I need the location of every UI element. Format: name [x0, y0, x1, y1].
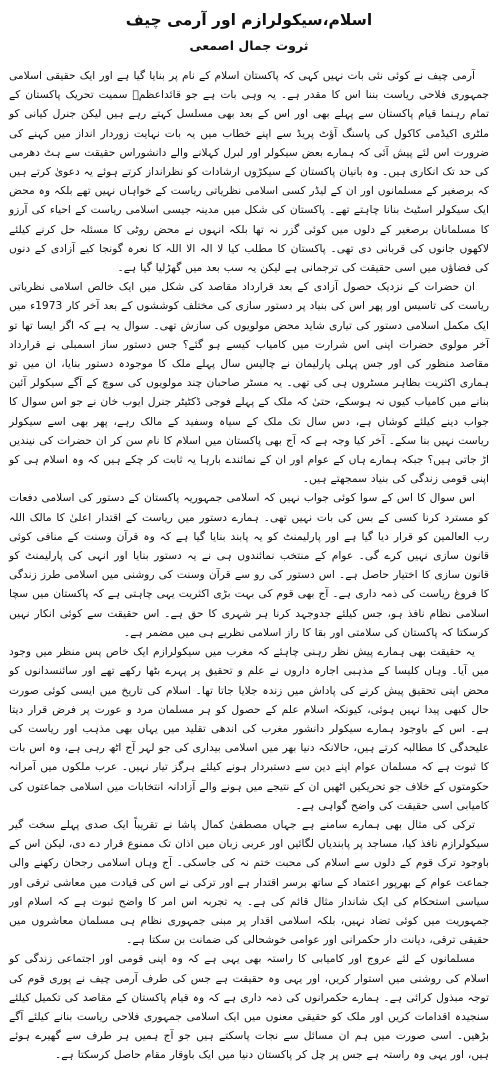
article-paragraph-1: آرمی چیف نے کوئی نئی بات نہیں کہی کہ پاکستان اسلام کے نام پر بنایا گیا ہے اور ایک حقیقی اسلامی جمہوری فلاحی ریاست بننا اس کا مقدر ہے۔ یہ وہی بات ہے جو قائداعظمؒ سمیت تحریک پاکستان کے تمام رہنما قیام پاکستان سے پہلے بھی اور اس کے بعد بھی مسلسل کہتے رہے ہیں لیکن جنرل کیانی کو ملٹری اکیڈمی کاکول کی پاسنگ آؤٹ پریڈ سے اپنے خطاب میں یہ بات نہایت زوردار انداز میں کہنے کی ضرورت اس لئے پیش آئی کہ ہمارے بعض سیکولر اور لبرل کہلانے والے دانشوراس حقیقت سے ہٹ دھرمی کی حد تک انکاری ہیں۔ وہ بانیان پاکستان کے سیکڑوں ارشادات کو نظرانداز کرتے ہوئے یہ دعویٰ کرتے ہیں کہ برصغیر کے مسلمانوں اور ان کے لیڈر کسی اسلامی نظریاتی ریاست کے خواہاں نہیں تھے بلکہ وہ محض ایک سیکولر اسٹیٹ بنانا چاہتے تھے۔ پاکستان کی شکل میں مدینہ جیسی اسلامی ریاست کے احیاء کی آرزو کا مسلمانان برصغیر کے دلوں میں کوئی گزر نہ تھا بلکہ انہوں نے محض روٹی کا مسئلہ حل کرنے کیلئے لاکھوں جانوں کی قربانی دی تھی۔ پاکستان کا مطلب کیا لا الہ الا اللہ کا نعرہ گونجا کیے آزادی کے دنوں کی فضاؤں میں اسی حقیقت کی ترجمانی ہے لیکن یہ سب بعد میں گھڑلیا گیا ہے۔	[9, 69, 489, 275]
article-headline: اسلام،سیکولرازم اور آرمی چیف	[125, 11, 373, 29]
article-paragraph-6: مسلمانوں کے لئے عروج اور کامیابی کا راستہ بھی یہی ہے کہ وہ اپنی قومی اور اجتماعی زندگی کو اسلام کی روشنی میں استوار کریں، اور یہی وہ حقیقت ہے جس کی طرف آرمی چیف نے پوری قوم کی توجہ مبذول کرائی ہے۔ ہمارے حکمرانوں کی ذمہ داری ہے کہ وہ قیام پاکستان کے مقاصد کی تکمیل کیلئے سنجیدہ اقدامات کریں اور ملک کو حقیقی معنوں میں ایک اسلامی جمہوری فلاحی ریاست بنانے کیلئے آگے بڑھیں۔ اسی صورت میں ہم ان مسائل سے نجات پاسکتے ہیں جو آج ہمیں ہر طرف سے گھیرے ہوئے ہیں، اور یہی وہ راستہ ہے جس پر چل کر پاکستان دنیا میں ایک باوقار مقام حاصل کرسکتا ہے۔	[9, 952, 489, 1062]
article-paragraph-5: ترکی کی مثال بھی ہمارے سامنے ہے جہاں مصطفیٰ کمال پاشا نے تقریباً ایک صدی پہلے سخت گیر سیکولرازم نافذ کیا، مساجد پر پابندیاں لگائیں اور عربی زبان میں اذان تک ممنوع قرار دے دی، لیکن اس کے باوجود ترک قوم کے دلوں سے اسلام کی محبت ختم نہ کی جاسکی۔ آج وہاں اسلامی رجحان رکھنے والی جماعت عوام کے بھرپور اعتماد کے ساتھ برسر اقتدار ہے اور ترکی نے اس کی قیادت میں معاشی ترقی اور سیاسی استحکام کی ایک شاندار مثال قائم کی ہے۔ یہ تجربہ اس امر کا واضح ثبوت ہے کہ اسلام اور جمہوریت میں کوئی تضاد نہیں، بلکہ اسلامی اقدار پر مبنی جمہوری نظام ہی مسلمان معاشروں میں حقیقی ترقی، دیانت دار حکمرانی اور عوامی خوشحالی کی ضمانت بن سکتا ہے۔	[9, 817, 489, 947]
article-paragraph-2: ان حضرات کے نزدیک حصول آزادی کے بعد قرارداد مقاصد کی شکل میں ایک خالص اسلامی نظریاتی ریاست کی تاسیس اور پھر اس کی بنیاد پر دستور سازی کی مختلف کوششوں کے بعد آخر کار 1973ء میں ایک مکمل اسلامی دستور کی تیاری شاید محض مولویوں کی سازش تھی۔ سوال یہ ہے کہ اگر ایسا تھا تو آخر مولوی حضرات اپنی اس شرارت میں کامیاب کیسے ہو گئے؟ جس دستور ساز اسمبلی نے قرارداد مقاصد منظور کی اور جس پہلی پارلیمان نے چالیس سال پہلے ملک کا موجودہ دستور بنایا، ان میں تو ہماری اکثریت بظاہر مسٹروں ہی کی تھی۔ یہ مسٹر صاحبان چند مولویوں کی سوچ کے آگے سیکولر آئین بنانے میں کامیاب کیوں نہ ہوسکے، حتیٰ کہ ملک کے پہلے فوجی ڈکٹیٹر جنرل ایوب خان نے جو اس سوال کا جواب دینے کیلئے کوشاں ہے، دس سال تک ملک کے سیاہ وسفید کے مالک رہے، پھر بھی اسے سیکولر ریاست نہیں بنا سکے۔ آخر کیا وجہ ہے کہ آج بھی پاکستان میں اسلام کا نام سن کر ان حضرات کی نیندیں اڑ جاتی ہیں؟ جبکہ ہمارے ہاں کے عوام اور ان کے نمائندے بارہا یہ ثابت کر چکے ہیں کہ وہ اسلام ہی کو اپنی قومی زندگی کی بنیاد سمجھتے ہیں۔	[9, 280, 490, 486]
article-body	[9, 66, 489, 1065]
article-paragraph-4: یہ حقیقت بھی ہمارے پیش نظر رہنی چاہئے کہ مغرب میں سیکولرازم ایک خاص پس منظر میں وجود میں آیا۔ وہاں کلیسا کے مذہبی اجارہ داروں نے علم و تحقیق پر پہرے بٹھا رکھے تھے اور سائنسدانوں کو محض اپنی تحقیق پیش کرنے کی پاداش میں زندہ جلایا جاتا تھا۔ اسلام کی تاریخ میں ایسی کوئی صورت حال کبھی پیدا نہیں ہوئی، کیونکہ اسلام علم کے حصول کو ہر مسلمان مرد و عورت پر فرض قرار دیتا ہے۔ اس کے باوجود ہمارے سیکولر دانشور مغرب کی اندھی تقلید میں یہاں بھی مذہب اور ریاست کی علیحدگی کا مطالبہ کرتے ہیں، حالانکہ دنیا بھر میں اسلامی بیداری کی جو لہر آج اٹھ رہی ہے، وہ اس بات کا ثبوت ہے کہ مسلمان عوام اپنے دین سے دستبردار ہونے کیلئے ہرگز تیار نہیں۔ عرب ملکوں میں آمرانہ حکومتوں کے خلاف جو تحریکیں اٹھیں ان کے نتیجے میں ہونے والے آزادانہ انتخابات میں اسلامی جماعتوں کی کامیابی اسی حقیقت کی واضح گواہی ہے۔	[9, 645, 489, 812]
author-byline: ثروت جمال اصمعی	[189, 38, 309, 53]
article-paragraph-3: اس سوال کا اس کے سوا کوئی جواب نہیں کہ اسلامی جمہوریہ پاکستان کے دستور کی اسلامی دفعات کو مسترد کرنا کسی کے بس کی بات نہیں تھی۔ ہمارے دستور میں ریاست کے اقتدار اعلیٰ کا مالک اللہ رب العالمین کو قرار دیا گیا ہے اور پارلیمنٹ کو یہ پابند بنایا گیا ہے کہ وہ قرآن وسنت کے منافی کوئی قانون سازی نہیں کرے گی۔ عوام کے منتخب نمائندوں ہی نے یہ دستور بنایا اور انہی کی پارلیمنٹ کو قانون سازی کا اختیار حاصل ہے۔ اس دستور کی رو سے قرآن وسنت کی روشنی میں اسلامی طرز زندگی کا فروغ ریاست کی ذمہ داری ہے۔ آج بھی قوم کی بہت بڑی اکثریت یہی چاہتی ہے کہ پاکستان میں سچا اسلامی نظام نافذ ہو، جس کیلئے جدوجہد کرنا ہر شہری کا حق ہے۔ اس حقیقت سے کوئی انکار نہیں کرسکتا کہ پاکستان کی سلامتی اور بقا کا راز اسلامی نظریے ہی میں مضمر ہے۔	[9, 491, 489, 639]
